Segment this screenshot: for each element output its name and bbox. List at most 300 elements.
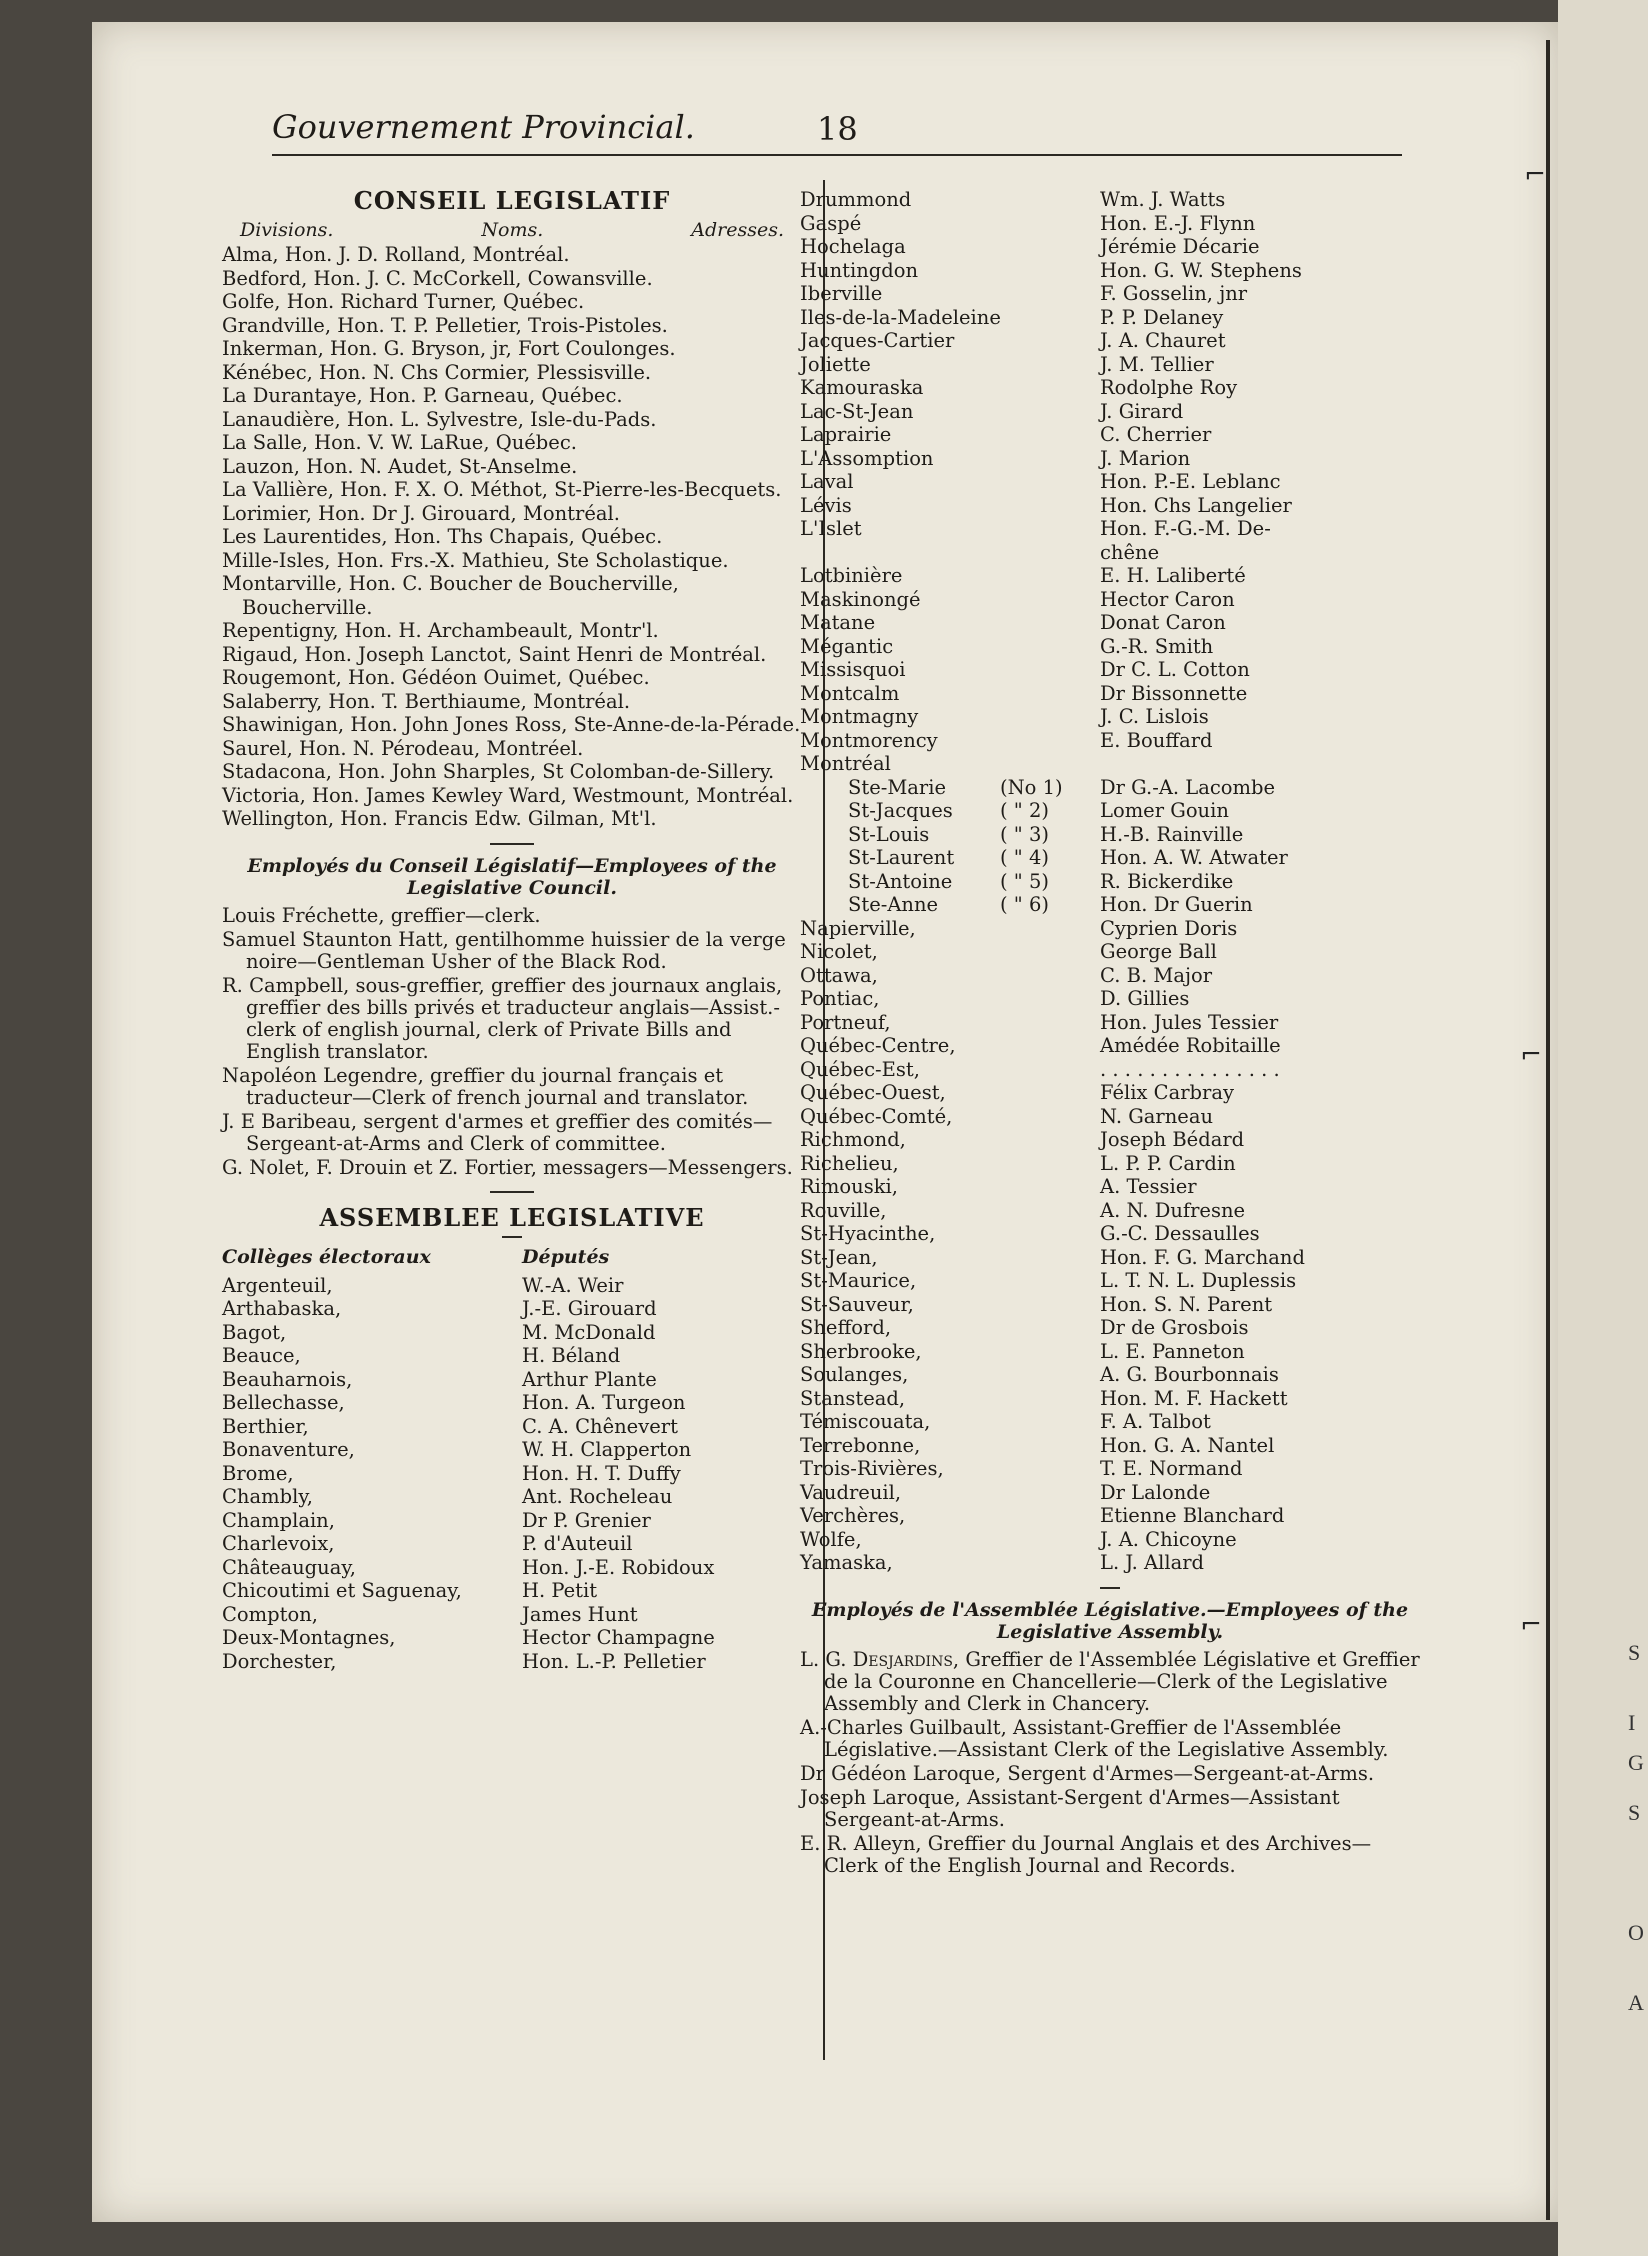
montreal-division-left [800,776,1100,800]
depute-name: J.-E. Girouard [522,1297,657,1320]
college-row [800,259,1420,283]
montreal-division-row [800,823,1420,847]
col-noms: Noms. [481,219,544,241]
conseil-member-entry: La Durantaye, Hon. P. Garneau, Québec. [222,384,623,407]
college-row [800,1551,1420,1575]
college-row [800,541,1420,565]
division-name: Ste-Marie [848,775,947,799]
college-row [800,1246,1420,1270]
college-name: Dorchester, [222,1649,337,1673]
left-column [222,180,802,1673]
college-row [800,1316,1420,1340]
college-row [800,212,1420,236]
college-name: Huntingdon [800,258,919,282]
division-name: St-Antoine [848,869,953,893]
binding-thread-mark: ⌐ [1524,160,1546,190]
depute-name: A. Tessier [1100,1175,1197,1198]
division-name: Ste-Anne [848,893,939,916]
college-name: Portneuf, [800,1010,891,1034]
depute-name: G.-C. Dessaulles [1100,1222,1260,1245]
college-name: Montmagny [800,705,919,728]
depute-name: Hon. F. G. Marchand [1100,1245,1305,1269]
depute-name: H. Petit [522,1579,598,1602]
college-row [222,1438,802,1462]
depute-name: Dr Lalonde [1100,1480,1211,1504]
edge-letter: S [1628,1800,1641,1825]
college-name: Charlevoix, [222,1532,335,1555]
college-row [222,1274,802,1298]
college-row [222,1556,802,1580]
col-adresses: Adresses. [691,219,784,241]
college-row [800,611,1420,635]
college-row [800,1081,1420,1105]
depute-name: J. A. Chicoyne [1100,1527,1237,1551]
conseil-member-entry: Saurel, Hon. N. Pérodeau, Montréel. [222,736,584,760]
college-name: Jacques-Cartier [800,329,955,352]
college-row [222,1297,802,1321]
college-row [222,1626,802,1650]
depute-name: Etienne Blanchard [1100,1504,1285,1527]
conseil-member-entry: Shawinigan, Hon. John Jones Ross, Ste-Anne-de-la-Pérade. [222,713,801,736]
college-row [800,517,1420,541]
division-number: ( " 3) [1000,822,1049,846]
depute-name: T. E. Normand [1100,1457,1243,1480]
college-name: Montcalm [800,681,900,705]
college-name: Ottawa, [800,963,878,987]
depute-name: Hon. M. F. Hackett [1100,1386,1288,1410]
conseil-member-entry: Victoria, Hon. James Kewley Ward, Westmount, Montréal. [222,783,794,807]
college-name: Argenteuil, [222,1273,333,1297]
college-row [800,752,1420,776]
college-name: Laval [800,470,854,493]
college-name: Kamouraska [800,376,924,399]
conseil-member-entry: Lanaudière, Hon. L. Sylvestre, Isle-du-Pads. [222,407,657,431]
college-name: Rimouski, [800,1175,898,1198]
conseil-member-entry: Lauzon, Hon. N. Audet, St-Anselme. [222,454,578,478]
depute-name: Félix Carbray [1100,1081,1234,1104]
depute-name: J. C. Lislois [1100,705,1209,728]
college-name: Montmorency [800,728,938,752]
conseil-employee-entry: Napoléon Legendre, greffier du journal français et traducteur—Clerk of french journal and translator. [222,1063,749,1109]
college-name: Lévis [800,493,852,517]
assemblee-employees-list [800,1649,1420,1877]
page-header [272,108,1402,152]
college-row [800,635,1420,659]
college-row [800,1269,1420,1293]
short-rule [1100,1587,1120,1589]
college-name: Richmond, [800,1128,906,1151]
assemblee-left-list [222,1274,802,1674]
assemblee-employee-entry [800,1833,1420,1877]
depute-name: George Ball [1100,940,1217,963]
conseil-member-entry: Kénébec, Hon. N. Chs Cormier, Plessisville. [222,360,652,384]
depute-name: Hon. E.-J. Flynn [1100,211,1256,235]
college-row [800,400,1420,424]
assemblee-right-list [800,188,1420,1575]
depute-name: chêne [1100,540,1160,564]
conseil-employees-list [222,905,802,1179]
college-row [800,282,1420,306]
binding-thread-mark: ⌐ [1520,1040,1542,1070]
college-row [800,1340,1420,1364]
depute-name: W. H. Clapperton [522,1438,692,1461]
employee-name: L. G. Desjardins, [800,1647,960,1671]
college-name: Lotbinière [800,564,903,587]
depute-name: C. Cherrier [1100,423,1212,446]
college-name: Shefford, [800,1316,892,1339]
college-name: Napierville, [800,916,916,940]
college-name: Sherbrooke, [800,1339,922,1363]
assemblee-title: ASSEMBLEE LEGISLATIVE [319,1202,705,1232]
college-row [800,188,1420,212]
depute-name: Arthur Plante [522,1367,657,1391]
college-row [800,470,1420,494]
college-name: Drummond [800,188,912,211]
header-rule [272,154,1402,156]
conseil-employee-entry: Samuel Staunton Hatt, gentilhomme huissier de la verge noire—Gentleman Usher of the Black Rod. [222,927,786,973]
assemblee-employee-entry [800,1717,1420,1761]
edge-letter: O [1628,1920,1644,1945]
college-row [222,1321,802,1345]
college-name: St-Maurice, [800,1269,917,1292]
division-number: ( " 5) [1000,869,1049,893]
division-number: ( " 4) [1000,846,1049,869]
assemblee-employee-entry [800,1649,1420,1715]
depute-name: Donat Caron [1100,611,1226,634]
college-name: Pontiac, [800,987,880,1010]
college-row [800,1363,1420,1387]
depute-name: Dr de Grosbois [1100,1316,1249,1339]
depute-name: Dr P. Grenier [522,1508,651,1532]
montreal-division-row [800,776,1420,800]
college-row [800,682,1420,706]
depute-name: Hon. G. A. Nantel [1100,1433,1275,1457]
college-name: L'Islet [800,517,862,540]
conseil-employee-entry: R. Campbell, sous-greffier, greffier des journaux anglais, greffier des bills privés et traducteur anglais—Assist.-clerk of english journal, clerk of Private Bills and English translator. [222,973,783,1063]
depute-name: Lomer Gouin [1100,799,1229,822]
depute-name: A. N. Dufresne [1100,1198,1246,1222]
college-row [222,1532,802,1556]
college-name: Joliette [800,352,871,376]
college-row [800,1152,1420,1176]
college-row [800,1175,1420,1199]
montreal-division-left [800,870,1100,894]
college-name: Bellechasse, [222,1391,345,1414]
depute-name: Joseph Bédard [1100,1128,1245,1151]
col-colleges: Collèges électoraux [222,1245,431,1268]
next-page-edge [1558,0,1648,2256]
college-name: Yamaska, [800,1551,893,1574]
college-name: Beauharnois, [222,1367,353,1391]
col-divisions: Divisions. [240,219,334,241]
college-name: Iles-de-la-Madeleine [800,305,1001,329]
college-row [800,1222,1420,1246]
montreal-division-left [800,823,1100,847]
depute-name: G.-R. Smith [1100,634,1214,658]
college-row [800,1105,1420,1129]
college-name [800,541,1100,565]
conseil-employee-entry: J. E Baribeau, sergent d'armes et greffier des comités—Sergeant-at-Arms and Clerk of committee. [222,1109,773,1155]
depute-name: F. A. Talbot [1100,1410,1211,1433]
college-row [800,376,1420,400]
college-name: Berthier, [222,1414,309,1438]
college-name: Stanstead, [800,1386,906,1410]
right-column [800,188,1420,1879]
employee-description: Assistant-Sergent d'Armes—Assistant Sergeant-at-Arms. [824,1785,1340,1831]
college-name: Richelieu, [800,1151,899,1175]
college-row [800,235,1420,259]
college-row [800,447,1420,471]
college-row [800,588,1420,612]
short-rule [490,843,534,845]
college-row [800,1199,1420,1223]
depute-name: Hon. P.-E. Leblanc [1100,470,1281,493]
college-name: Nicolet, [800,940,878,963]
college-row [800,1128,1420,1152]
college-row [800,917,1420,941]
college-row [800,987,1420,1011]
college-name: Québec-Comté, [800,1104,953,1128]
depute-name: Hon. F.-G.-M. De- [1100,517,1271,540]
depute-name: J. A. Chauret [1100,329,1226,352]
college-name: Bagot, [222,1320,287,1344]
college-row [222,1344,802,1368]
conseil-employee-entry: G. Nolet, F. Drouin et Z. Fortier, messagers—Messengers. [222,1155,793,1179]
depute-name [1100,752,1420,776]
college-row [800,494,1420,518]
college-name: Champlain, [222,1508,335,1532]
division-name: St-Louis [848,822,930,846]
conseil-member-entry: Grandville, Hon. T. P. Pelletier, Trois-Pistoles. [222,313,668,337]
college-name: Wolfe, [800,1527,862,1551]
depute-name: F. Gosselin, jnr [1100,282,1248,305]
college-name: Beauce, [222,1344,301,1367]
employee-name: A.-Charles Guilbault, [800,1715,1007,1739]
division-name: St-Laurent [848,846,955,869]
college-name: Québec-Centre, [800,1034,956,1057]
college-name: Chambly, [222,1485,313,1508]
conseil-members-list [222,243,802,831]
conseil-member-entry: Rougemont, Hon. Gédéon Ouimet, Québec. [222,666,650,689]
depute-name: Dr G.-A. Lacombe [1100,775,1276,799]
college-name: St-Jean, [800,1245,878,1269]
depute-name: Hon. S. N. Parent [1100,1292,1273,1316]
college-name: L'Assomption [800,446,934,470]
montreal-division-left [800,799,1100,823]
conseil-member-entry: La Vallière, Hon. F. X. O. Méthot, St-Pierre-les-Becquets. [222,478,782,501]
conseil-member-entry: Salaberry, Hon. T. Berthiaume, Montréal. [222,689,631,713]
depute-name: J. M. Tellier [1100,352,1214,376]
college-name: Maskinongé [800,587,921,611]
conseil-member-entry: Repentigny, Hon. H. Archambeault, Montr'l. [222,619,659,642]
depute-name: L. E. Panneton [1100,1339,1245,1363]
college-row [222,1579,802,1603]
college-row [800,705,1420,729]
conseil-member-entry: Golfe, Hon. Richard Turner, Québec. [222,290,585,313]
edge-letter: I [1628,1710,1636,1735]
depute-name: James Hunt [522,1602,638,1626]
college-row [222,1462,802,1486]
running-title: Gouvernement Provincial. [272,108,695,146]
depute-name: Dr Bissonnette [1100,681,1248,705]
college-name: Châteauguay, [222,1555,356,1579]
conseil-member-entry: La Salle, Hon. V. W. LaRue, Québec. [222,431,577,454]
division-name: St-Jacques [848,799,953,822]
depute-name: W.-A. Weir [522,1273,624,1297]
binding-thread-mark: ⌐ [1520,1610,1542,1640]
college-name: Mégantic [800,634,894,658]
college-name: Arthabaska, [222,1297,342,1320]
depute-name: J. Girard [1100,399,1184,423]
college-row [800,1434,1420,1458]
college-row [800,329,1420,353]
college-name: Rouville, [800,1198,887,1222]
depute-name: Amédée Robitaille [1100,1034,1281,1057]
conseil-member-entry: Wellington, Hon. Francis Edw. Gilman, Mt'l. [222,807,657,830]
short-rule [502,1236,522,1238]
college-name: Bonaventure, [222,1438,355,1461]
edge-letter: A [1628,1990,1644,2015]
depute-name: L. P. P. Cardin [1100,1151,1236,1175]
depute-name: Hon. G. W. Stephens [1100,258,1302,282]
college-row [800,306,1420,330]
page-gutter-line [1546,40,1550,2220]
college-row [800,1528,1420,1552]
depute-name: R. Bickerdike [1100,869,1234,893]
conseil-employee-entry: Louis Fréchette, greffier—clerk. [222,903,541,927]
depute-name: N. Garneau [1100,1104,1214,1128]
employee-name: Joseph Laroque, [800,1785,961,1809]
employee-name: Dr Gédéon Laroque, [800,1761,1002,1785]
edge-letter: S [1628,1640,1641,1665]
college-name: Témiscouata, [800,1410,931,1433]
depute-name: Rodolphe Roy [1100,376,1238,399]
conseil-member-entry: Rigaud, Hon. Joseph Lanctot, Saint Henri de Montréal. [222,642,767,666]
edge-letter: G [1628,1750,1644,1775]
college-name: St-Sauveur, [800,1292,914,1316]
college-name: Missisquoi [800,658,906,681]
college-row [800,940,1420,964]
conseil-column-heads [222,219,802,241]
college-row [800,964,1420,988]
college-row [800,1011,1420,1035]
depute-name: C. B. Major [1100,963,1213,987]
depute-name: Jérémie Décarie [1100,235,1260,258]
college-name: Québec-Est, [800,1057,920,1081]
conseil-member-entry: Lorimier, Hon. Dr J. Girouard, Montréal. [222,501,620,525]
depute-name: Hon. A. W. Atwater [1100,846,1288,869]
college-row [800,1293,1420,1317]
college-name: Iberville [800,282,883,305]
college-row [800,423,1420,447]
college-name: Terrebonne, [800,1433,921,1457]
depute-name: Hon. Chs Langelier [1100,493,1292,517]
college-row [222,1603,802,1627]
college-row [222,1485,802,1509]
depute-name: Hon. Dr Guerin [1100,893,1253,916]
depute-name: Ant. Rocheleau [522,1485,673,1508]
conseil-title: CONSEIL LEGISLATIF [353,186,671,215]
depute-name: Wm. J. Watts [1100,188,1226,211]
conseil-member-entry: Alma, Hon. J. D. Rolland, Montréal. [222,243,570,266]
assemblee-employees-heading: Employés de l'Assemblée Législative.—Employees of the Legislative Assembly. [811,1598,1409,1643]
depute-name: A. G. Bourbonnais [1100,1363,1279,1386]
college-name: Gaspé [800,211,862,235]
college-name: Soulanges, [800,1363,909,1386]
page-number: 18 [817,110,858,148]
college-row [222,1509,802,1533]
montreal-division-row [800,893,1420,917]
employee-description: Assistant-Greffier de l'Assemblée Législative.—Assistant Clerk of the Legislative Assembly. [824,1715,1389,1761]
montreal-division-row [800,846,1420,870]
conseil-member-entry: Montarville, Hon. C. Boucher de Boucherville, Boucherville. [222,572,679,619]
employee-description: Greffier du Journal Anglais et des Archives—Clerk of the English Journal and Records. [824,1831,1372,1877]
depute-name: P. d'Auteuil [522,1532,633,1555]
conseil-member-entry: Bedford, Hon. J. C. McCorkell, Cowansville. [222,266,653,290]
college-name: Verchères, [800,1504,906,1527]
depute-name: C. A. Chênevert [522,1414,678,1438]
college-row [800,1387,1420,1411]
college-row [800,1481,1420,1505]
montreal-division-row [800,799,1420,823]
college-row [222,1650,802,1674]
depute-name: D. Gillies [1100,987,1190,1010]
depute-name: Hon. L.-P. Pelletier [522,1649,706,1673]
depute-name: Hon. H. T. Duffy [522,1461,681,1485]
conseil-employees-heading: Employés du Conseil Législatif—Employees of the Legislative Council. [247,854,777,899]
depute-name: Hon. A. Turgeon [522,1391,686,1414]
montreal-division-left [800,893,1100,917]
depute-name: . . . . . . . . . . . . . . . [1100,1057,1280,1081]
college-name: Deux-Montagnes, [222,1626,396,1649]
college-row [800,658,1420,682]
depute-name: Hector Champagne [522,1626,715,1649]
division-number: ( " 2) [1000,799,1049,822]
depute-name: M. McDonald [522,1320,656,1344]
college-name: Laprairie [800,423,892,446]
division-number: ( " 6) [1000,893,1049,916]
employee-name: E. R. Alleyn, [800,1831,922,1855]
depute-name: E. H. Laliberté [1100,564,1246,587]
assemblee-employee-entry [800,1763,1420,1785]
depute-name: H.-B. Rainville [1100,822,1244,846]
conseil-member-entry: Les Laurentides, Hon. Ths Chapais, Québec. [222,525,663,548]
college-row [800,1034,1420,1058]
college-row [800,1410,1420,1434]
montreal-division-row [800,870,1420,894]
assemblee-column-heads [222,1246,802,1268]
division-number: (No 1) [1000,775,1063,799]
depute-name: Hon. Jules Tessier [1100,1010,1279,1034]
depute-name: Dr C. L. Cotton [1100,658,1250,681]
depute-name: J. Marion [1100,446,1191,470]
college-name: Lac-St-Jean [800,399,914,423]
college-row [222,1415,802,1439]
college-row [800,1457,1420,1481]
college-name: Compton, [222,1602,318,1626]
college-name: Matane [800,611,876,634]
depute-name: P. P. Delaney [1100,305,1224,329]
depute-name: L. T. N. L. Duplessis [1100,1269,1297,1292]
college-name: Montréal [800,752,891,775]
college-row [800,1504,1420,1528]
college-name: Québec-Ouest, [800,1081,946,1104]
college-name: Trois-Rivières, [800,1457,944,1480]
depute-name: Cyprien Doris [1100,916,1238,940]
college-name: Hochelaga [800,235,906,258]
college-row [222,1391,802,1415]
depute-name: E. Bouffard [1100,728,1213,752]
